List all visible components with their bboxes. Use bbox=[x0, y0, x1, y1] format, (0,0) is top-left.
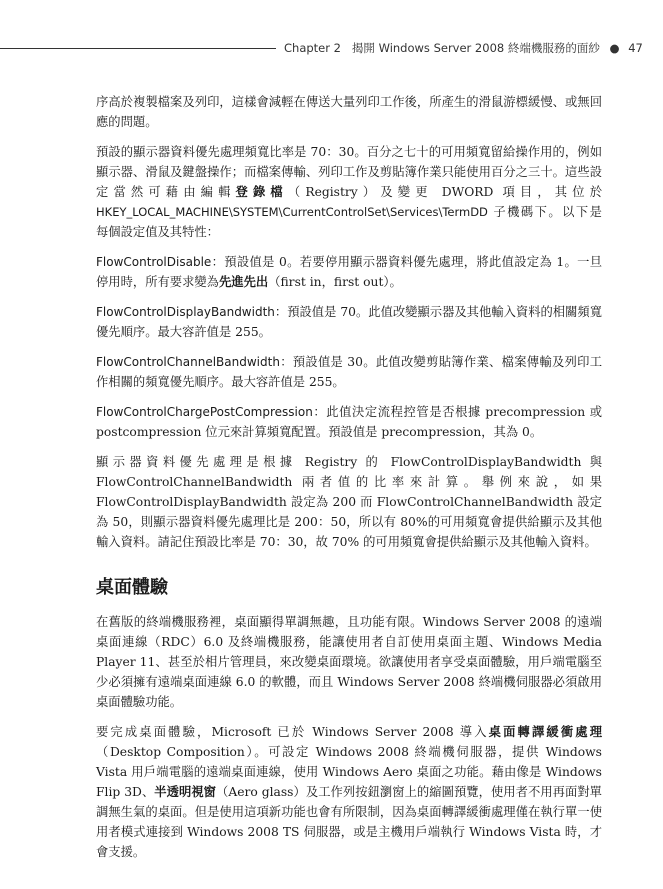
registry-key-path: HKEY_LOCAL_MACHINE\SYSTEM\CurrentControlSet\Services\TermDD bbox=[96, 205, 488, 219]
setting-channel-bandwidth: FlowControlChannelBandwidth：預設值是 30。此值改變剪貼簿作業、檔案傳輸及列印工作相關的頻寬優先順序。最大容許值是 255。 bbox=[96, 355, 602, 389]
fifo-term: 先進先出 bbox=[218, 274, 269, 289]
page-number: 47 bbox=[628, 41, 643, 55]
desktop-composition-term: 桌面轉譯緩衝處理 bbox=[488, 724, 602, 739]
setting-name: FlowControlDisable bbox=[96, 255, 212, 269]
section-heading: 桌面體驗 bbox=[96, 577, 168, 598]
paragraph-desktop-composition: 要完成桌面體驗，Microsoft 已於 Windows Server 2008 導入桌面轉譯緩衝處理（Desktop Composition）。可設定 Windows 2008 終端機伺服器，提供 Windows Vista 用戶端電腦的遠端桌面連線，使用 Windows Aero 桌面之功能。藉由像是 Windows Flip 3D、半透明視窗（Aero glass）及工作列按鈕瀏窗上的縮圖預覽，使用者不用再面對單調無生氣的桌面。但是使用這項新功能也會有所限制，因為桌面轉譯緩衝處理僅在執行單一使用者模式連接到 Windows 2008 TS 伺服器，或是主機用戶端執行 Windows Vista 時，才會支援。 bbox=[96, 724, 602, 859]
paragraph-ratio-example: 顯示器資料優先處理是根據 Registry 的 FlowControlDisplayBandwidth 與 FlowControlChannelBandwidth 兩者值的比率來計算。舉例來說，如果 FlowControlDisplayBandwidth 設定為 200 而 FlowControlChannelBandwidth 設定為 50，則顯示器資料優先處理比是 200：50，所以有 80%的可用頻寬會提供給顯示及其他輸入資料。請記住預設比率是 70：30，故 70% 的可用頻寬會提供給顯示及其他輸入資料。 bbox=[96, 455, 602, 549]
header-rule bbox=[0, 48, 276, 49]
chapter-label: Chapter 2 bbox=[284, 41, 341, 55]
chapter-title: 揭開 Windows Server 2008 終端機服務的面紗 bbox=[351, 41, 600, 55]
paragraph-print-priority: 序高於複製檔案及列印，這樣會減輕在傳送大量列印工作後，所產生的滑鼠游標緩慢、或無回應的問題。 bbox=[96, 95, 602, 129]
setting-name: FlowControlChargePostCompression bbox=[96, 405, 313, 419]
page-header bbox=[0, 38, 663, 60]
setting-flow-control-disable: FlowControlDisable：預設值是 0。若要停用顯示器資料優先處理，將此值設定為 1。一旦停用時，所有要求變為先進先出（first in，first out）。 bbox=[96, 255, 602, 289]
setting-charge-post-compression: FlowControlChargePostCompression：此值決定流程控管是否根據 precompression 或 postcompression 位元來計算頻寬配置。預設值是 precompression，其為 0。 bbox=[96, 405, 602, 439]
registry-term: 登錄檔 bbox=[235, 184, 288, 199]
setting-display-bandwidth: FlowControlDisplayBandwidth：預設值是 70。此值改變顯示器及其他輸入資料的相關頻寬優先順序。最大容許值是 255。 bbox=[96, 305, 602, 339]
setting-name: FlowControlDisplayBandwidth bbox=[96, 305, 275, 319]
running-header bbox=[284, 38, 643, 58]
paragraph-default-ratio: 預設的顯示器資料優先處理頻寬比率是 70：30。百分之七十的可用頻寬留給操作用的，例如顯示器、滑鼠及鍵盤操作；而檔案傳輸、列印工作及剪貼簿作業只能使用百分之三十。這些設定當然可藉由編輯登錄檔（Registry）及變更 DWORD 項目，其位於 HKEY_LOCAL_MACHINE\SYSTEM\CurrentControlSet\Services\TermDD 子機碼下。以下是每個設定值及其特性： bbox=[96, 145, 602, 239]
aero-glass-term: 半透明視窗 bbox=[154, 784, 216, 799]
paragraph-desktop-intro: 在舊版的終端機服務裡，桌面顯得單調無趣，且功能有限。Windows Server 2008 的遠端桌面連線（RDC）6.0 及終端機服務，能讓使用者自訂使用桌面主題、Windows Media Player 11、甚至於相片管理員，來改變桌面環境。欲讓使用者享受桌面體驗，用戶端電腦至少必須擁有遠端桌面連線 6.0 的軟體，而且 Windows Server 2008 終端機伺服器必須啟用桌面體驗功能。 bbox=[96, 615, 602, 709]
bullet-icon: ● bbox=[609, 41, 620, 55]
page-body bbox=[96, 92, 602, 872]
setting-name: FlowControlChannelBandwidth bbox=[96, 355, 280, 369]
